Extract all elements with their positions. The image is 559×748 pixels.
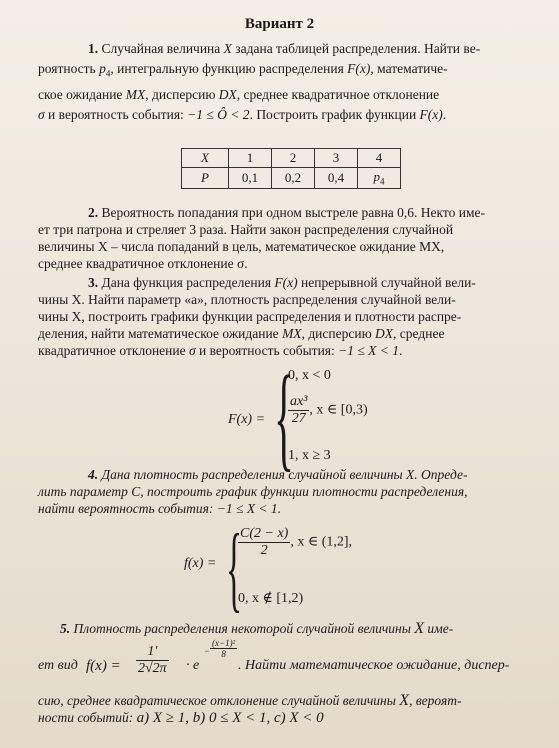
task-2-line-3: величины X – числа попаданий в цель, математическое ожидание MX, bbox=[38, 239, 445, 254]
table-row bbox=[182, 168, 401, 189]
task-1-text: задана таблицей распределения. Найти ве- bbox=[235, 41, 481, 56]
fraction bbox=[238, 526, 290, 559]
task-3-line-1 bbox=[38, 274, 526, 291]
task-4 bbox=[38, 466, 526, 517]
task-3-number: 3. bbox=[88, 275, 99, 290]
mx-symbol: MX bbox=[282, 326, 302, 341]
sigma-symbol: σ bbox=[188, 343, 196, 358]
task-4-line-2 bbox=[38, 483, 526, 500]
task-3-text: и вероятность события: bbox=[199, 343, 335, 358]
table-cell: P bbox=[182, 168, 229, 189]
var-x: X bbox=[223, 41, 232, 56]
fraction-denominator: 8 bbox=[221, 649, 226, 659]
distribution-table bbox=[181, 148, 401, 189]
task-3-text: Дана функция распределения bbox=[101, 275, 272, 290]
table-cell: 0,1 bbox=[229, 168, 272, 189]
fraction-denominator: 2√2π bbox=[138, 661, 167, 676]
sigma-symbol: σ bbox=[38, 106, 45, 122]
task-1-number: 1. bbox=[88, 41, 99, 56]
task-2 bbox=[38, 204, 526, 272]
page-title: Вариант 2 bbox=[244, 16, 315, 32]
table-cell: 0,4 bbox=[315, 168, 358, 189]
task-2-line-4: среднее квадратичное отклонение σ. bbox=[38, 256, 248, 271]
task-1-line-1 bbox=[38, 40, 526, 57]
case-1-condition: , x ∈ (1,2], bbox=[290, 534, 353, 550]
task-3 bbox=[38, 274, 526, 359]
task-3-line-4 bbox=[38, 325, 526, 342]
fraction-denominator: 2 bbox=[260, 543, 268, 558]
task-5-text: ности событий: bbox=[38, 710, 134, 725]
task-1 bbox=[38, 40, 526, 123]
table-cell: 3 bbox=[315, 149, 358, 168]
formula-lhs: f(x) = bbox=[184, 556, 217, 571]
task-2-text: Вероятность попадания при одном выстреле равна 0,6. Некто име- bbox=[101, 205, 486, 220]
fraction bbox=[210, 638, 237, 659]
coefficient-fraction bbox=[136, 644, 169, 677]
fraction-numerator: (x−1)² bbox=[212, 638, 236, 648]
table-cell: 0,2 bbox=[272, 168, 315, 189]
p4-symbol: p bbox=[99, 61, 106, 76]
task-1-text: . Построить график функции bbox=[249, 106, 417, 122]
task-4-text: найти вероятность события: bbox=[38, 501, 214, 516]
task-5-number: 5. bbox=[60, 621, 71, 636]
task-4-line-3 bbox=[38, 500, 526, 517]
task-5-text: сию, среднее квадратическое отклонение случайной величины bbox=[38, 693, 396, 708]
task-1-text: Случайная величина bbox=[101, 41, 221, 56]
var-x: X bbox=[414, 620, 425, 637]
fraction-numerator: ax³ bbox=[290, 394, 308, 409]
task-3-text: , среднее bbox=[393, 326, 445, 341]
task-5-text: име- bbox=[427, 621, 454, 636]
task-4-formula bbox=[184, 514, 424, 621]
task-5-text: ет вид bbox=[38, 658, 78, 673]
table-cell: 4 bbox=[358, 149, 401, 168]
task-4-text: . Опреде- bbox=[414, 467, 468, 482]
var-x: X bbox=[399, 692, 410, 709]
task-3-text: , дисперсию bbox=[301, 326, 372, 341]
task-5-cont bbox=[38, 692, 526, 727]
dx-symbol: DX bbox=[375, 326, 394, 341]
mx-symbol: MX bbox=[125, 86, 146, 102]
table-cell: 1 bbox=[229, 149, 272, 168]
task-1-text: и вероятность события: bbox=[48, 106, 184, 122]
task-5-text: . Найти математическое ожидание, диспер- bbox=[238, 658, 510, 673]
formula-lhs: f(x) = bbox=[86, 658, 121, 674]
formula-lhs: F(x) = bbox=[228, 412, 266, 427]
param-c: C bbox=[131, 484, 141, 499]
case-2 bbox=[288, 394, 368, 427]
left-brace-icon: { bbox=[226, 514, 243, 621]
task-2-number: 2. bbox=[88, 205, 99, 220]
table-cell: X bbox=[182, 149, 229, 168]
case-1: 0, x < 0 bbox=[288, 368, 331, 383]
task-3-text: непрерывной случайной вели- bbox=[301, 275, 476, 290]
var-x: X bbox=[406, 467, 415, 482]
task-4-text: , построить график функции плотности распределения, bbox=[140, 484, 468, 499]
exp-base: · e bbox=[186, 658, 200, 673]
task-1-text: , дисперсию bbox=[145, 86, 216, 102]
case-3: 1, x ≥ 3 bbox=[288, 448, 331, 463]
exponent-sign: − bbox=[204, 646, 211, 656]
task-5-line-1 bbox=[38, 620, 526, 637]
exponent-fraction bbox=[210, 638, 237, 659]
task-4-text: Дана плотность распределения случайной величины bbox=[101, 467, 403, 482]
task-1-text: ское ожидание bbox=[38, 86, 123, 102]
task-5-line-4 bbox=[38, 709, 526, 727]
task-2-line-2: ет три патрона и стреляет 3 раза. Найти закон распределения случайной bbox=[38, 222, 454, 237]
p4-subscript: 4 bbox=[105, 68, 111, 79]
events-list: a) X ≥ 1, b) 0 ≤ X < 1, c) X < 0 bbox=[136, 710, 324, 726]
case-1 bbox=[238, 526, 352, 559]
task-5-text: Плотность распределения некоторой случайной величины bbox=[73, 621, 411, 636]
p4-symbol: p bbox=[373, 169, 380, 184]
fx-symbol: F(x) bbox=[274, 275, 298, 290]
table-cell: 2 bbox=[272, 149, 315, 168]
case-2: 0, x ∉ [1,2) bbox=[238, 591, 304, 606]
task-5-line-3 bbox=[38, 692, 526, 709]
fraction bbox=[288, 394, 309, 427]
task-4-number: 4. bbox=[88, 467, 99, 482]
task-5-formula-line bbox=[38, 640, 528, 690]
task-1-line-2 bbox=[38, 60, 526, 83]
task-1-line-3 bbox=[38, 86, 526, 103]
task-4-text: . bbox=[277, 501, 282, 516]
fraction-denominator: 27 bbox=[291, 411, 306, 426]
case-2-condition: , x ∈ [0,3) bbox=[309, 402, 368, 418]
task-3-text: деления, найти математическое ожидание bbox=[38, 326, 279, 341]
task-1-text: . bbox=[442, 106, 447, 122]
event-expression: −1 ≤ Ô < 2 bbox=[187, 106, 250, 122]
fraction bbox=[136, 644, 169, 677]
task-3-text: квадратичное отклонение bbox=[38, 343, 186, 358]
task-1-text: , интегральную функцию распределения bbox=[110, 61, 344, 76]
task-5-text: , вероят- bbox=[409, 693, 462, 708]
task-1-text: роятность bbox=[38, 61, 96, 76]
dx-symbol: DX bbox=[218, 86, 237, 102]
task-1-text: , среднее квадратичное отклонение bbox=[236, 86, 440, 102]
task-2-line-1 bbox=[38, 204, 526, 221]
left-brace-icon: { bbox=[274, 351, 294, 482]
task-4-text: лить параметр bbox=[38, 484, 128, 499]
task-1-text: , математиче- bbox=[370, 61, 448, 76]
event-expression: −1 ≤ X < 1 bbox=[216, 501, 278, 516]
task-1-line-4 bbox=[38, 106, 526, 123]
task-5 bbox=[38, 620, 526, 637]
table-cell bbox=[358, 168, 401, 189]
fraction-numerator: 1' bbox=[136, 644, 169, 661]
event-expression: −1 ≤ X < 1 bbox=[338, 343, 400, 358]
task-3-line-3: чины X, построить графики функции распределения и плотности распре- bbox=[38, 309, 462, 324]
fraction-numerator: C(2 − x) bbox=[240, 526, 289, 541]
task-4-line-1 bbox=[38, 466, 526, 483]
task-3-text: . bbox=[399, 343, 403, 358]
fx-symbol: F(x) bbox=[419, 106, 443, 122]
task-3-line-2: чины X. Найти параметр «a», плотность распределения случайной вели- bbox=[38, 292, 456, 307]
table-row bbox=[182, 149, 401, 168]
fx-symbol: F(x) bbox=[347, 61, 371, 76]
p4-subscript: 4 bbox=[380, 176, 385, 187]
